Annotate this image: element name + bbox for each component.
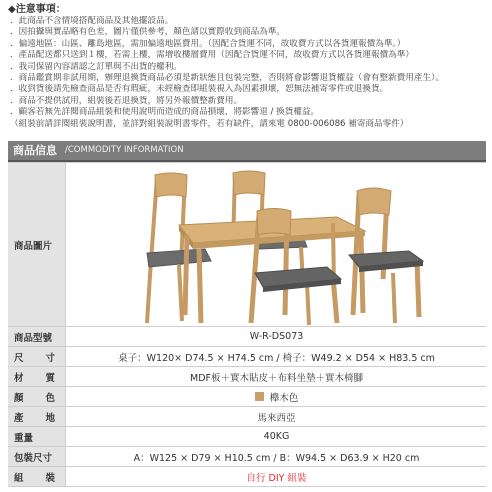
spec-label-weight: 重量: [8, 427, 66, 446]
notice-item: （組裝前請詳閱組裝說明書，並詳對組裝說明書零件，若有缺件，請來電 0800-006086 補寄商品零件）: [10, 118, 409, 129]
spec-value-model: W-R-DS073: [249, 331, 304, 342]
notice-item: ．此商品不含情境搭配商品及其他擺設品。: [10, 16, 174, 26]
label-char: 材: [14, 372, 24, 384]
spec-label-image: 商品圖片: [8, 163, 66, 326]
label-char: 裝: [45, 472, 55, 484]
spec-label-model: 商品型號: [8, 327, 66, 346]
spec-row-color: [8, 387, 486, 407]
spec-value-material: MDF板＋實木貼皮＋布料坐墊＋實木椅腳: [190, 372, 363, 384]
spec-label-origin: [8, 407, 66, 426]
spec-value-weight: 40KG: [263, 431, 290, 442]
spec-value-package: A：W125 × D79 × H10.5 cm / B：W94.5 × D63.9 × H20 cm: [133, 452, 420, 464]
label-char: 質: [45, 372, 55, 384]
label-char: 寸: [45, 352, 55, 364]
spec-label-assembly: [8, 467, 66, 486]
notice-list: [8, 16, 488, 130]
notice-item: ．我司保留內容請認之訂單與不出貨的權利。: [10, 61, 182, 72]
notice-item: ．顧客若無先詳閱商品組裝和使用說明而造成的商品損壞，將影響退 / 換貨權益。: [10, 107, 320, 118]
spec-value-size: 桌子：W120× D74.5 × H74.5 cm / 椅子：W49.2 × D54 × H83.5 cm: [118, 352, 435, 364]
label-char: 產: [14, 412, 24, 424]
section-title: 商品信息: [13, 144, 57, 157]
product-image-cell: [67, 163, 486, 326]
notice-title: ◆注意事項：: [8, 4, 66, 15]
spec-value-color: [67, 387, 486, 406]
product-image: [127, 165, 427, 325]
spec-row-image: [8, 163, 486, 327]
spec-row-model: [8, 327, 486, 347]
notice-item: ．產品配送都只送到１樓，若需上樓，需增收樓層費用（因配合貨運不同，故收費方式以各貨運報價為準）: [10, 50, 414, 61]
label-char: 組: [14, 472, 24, 484]
spec-row-material: [8, 367, 486, 387]
notice-item: ．因拍攝與實品略有色差，圖片僅供參考，顏色請以實際收到商品為準。: [10, 27, 286, 38]
spec-label-size: [8, 347, 66, 366]
notice-item: ．收到貨後請先檢查商品是否有瑕疵，未經檢查即組裝視入為因素損壞，恕無法補寄零件或退換貨。: [10, 84, 389, 95]
chair-right: [349, 188, 423, 323]
section-header: [8, 141, 486, 162]
notice-item: ．商品不提供試用，組裝後若退換貨，將另外報價整新費用。: [10, 95, 243, 106]
notice-item: ．商品鑑賞期非試用期，辦理退換貨商品必須是新狀態且包裝完整，否則將會影響退貨權益（會有整新費用產生）。: [10, 72, 444, 83]
color-swatch: [255, 392, 264, 401]
spec-label-color: [8, 387, 66, 406]
notice-item: ．偏遠地區：山區、離島地區，需加偏遠地區費用。（因配合貨運不同，故收費方式以各貨運報價為準。）: [10, 38, 406, 49]
spec-row-package: [8, 447, 486, 467]
spec-value-origin: 馬來西亞: [257, 412, 296, 424]
color-name: 櫸木色: [269, 392, 299, 404]
spec-label-package: 包裝尺寸: [8, 447, 66, 466]
spec-label-material: [8, 367, 66, 386]
spec-value-assembly: 自行 DIY 組裝: [246, 472, 307, 484]
label-char: 顏: [14, 392, 24, 404]
spec-row-assembly: [8, 467, 486, 487]
label-char: 地: [45, 412, 55, 424]
section-subtitle: /COMMODITY INFORMATION: [65, 145, 184, 155]
label-char: 色: [45, 392, 55, 404]
notice-block: [8, 3, 488, 130]
spec-table: [8, 162, 486, 487]
spec-row-origin: [8, 407, 486, 427]
label-char: 尺: [14, 352, 24, 364]
spec-row-weight: [8, 427, 486, 447]
spec-row-size: [8, 347, 486, 367]
